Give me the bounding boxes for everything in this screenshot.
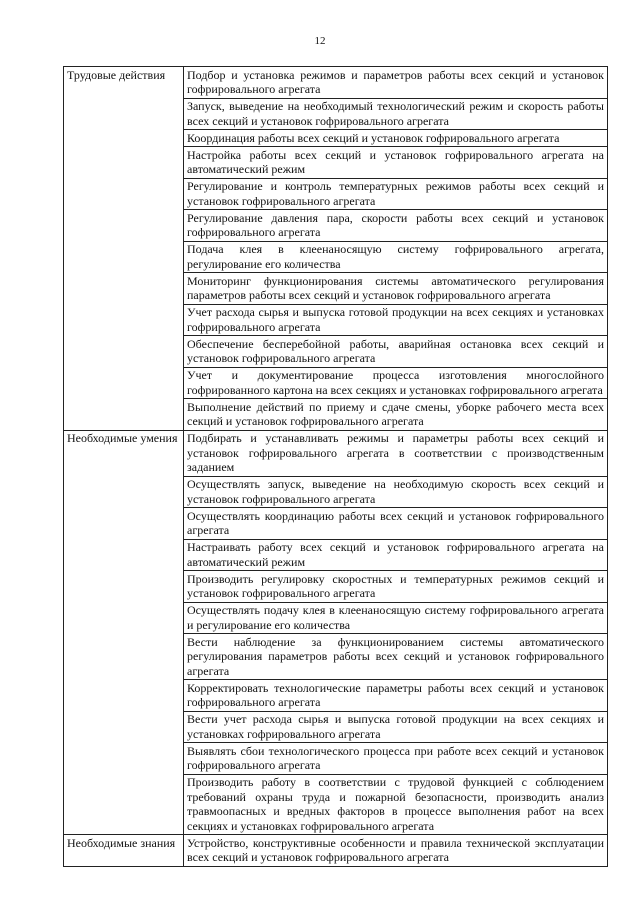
section-item: Устройство, конструктивные особенности и правила технической эксплуатации всех секций и установок гофрировального агрегата [184,835,608,867]
section-item: Запуск, выведение на необходимый технологический режим и скорость работы всех секций и установок гофрировального агрегата [184,98,608,130]
section-item: Производить работу в соответствии с трудовой функцией с соблюдением требований охраны труда и пожарной безопасности, производить анализ травмоопасных и вредных факторов в процессе выполнения работ на всех секциях и установках гофрировального агрегата [184,774,608,835]
section-item: Вести наблюдение за функционированием системы автоматического регулирования параметров работы всех секций и установок гофрировального агрегата [184,634,608,680]
section-item: Вести учет расхода сырья и выпуска готовой продукции на всех секциях и установках гофрировального агрегата [184,711,608,743]
section-item: Производить регулировку скоростных и температурных режимов секций и установок гофрировального агрегата [184,571,608,603]
section-item: Регулирование и контроль температурных режимов работы всех секций и установок гофрировального агрегата [184,178,608,210]
section-item: Учет расхода сырья и выпуска готовой продукции на всех секциях и установках гофрировального агрегата [184,304,608,336]
section-item: Обеспечение бесперебойной работы, аварийная остановка всех секций и установок гофрировального агрегата [184,336,608,368]
section-item: Регулирование давления пара, скорости работы всех секций и установок гофрировального агрегата [184,210,608,242]
table-row [64,67,608,99]
section-item: Корректировать технологические параметры работы всех секций и установок гофрировального агрегата [184,680,608,712]
labor-function-table-body [64,67,608,867]
section-title: Необходимые умения [64,430,184,835]
section-item: Координация работы всех секций и установок гофрировального агрегата [184,130,608,147]
section-title: Необходимые знания [64,835,184,867]
page-number: 12 [314,35,326,47]
table-row [64,835,608,867]
section-item: Осуществлять подачу клея в клеенаносящую систему гофрировального агрегата и регулирование его количества [184,602,608,634]
section-item: Осуществлять запуск, выведение на необходимую скорость всех секций и установок гофрировального агрегата [184,476,608,508]
section-item: Подбор и установка режимов и параметров работы всех секций и установок гофрировального агрегата [184,67,608,99]
section-title: Трудовые действия [64,67,184,431]
labor-function-table [63,66,608,867]
section-item: Осуществлять координацию работы всех секций и установок гофрировального агрегата [184,508,608,540]
table-row [64,430,608,476]
section-item: Настройка работы всех секций и установок гофрировального агрегата на автоматический режим [184,147,608,179]
section-item: Подбирать и устанавливать режимы и параметры работы всех секций и установок гофрировального агрегата в соответствии с производственным заданием [184,430,608,476]
section-item: Выполнение действий по приему и сдаче смены, уборке рабочего места всех секций и установок гофрировального агрегата [184,399,608,431]
section-item: Мониторинг функционирования системы автоматического регулирования параметров работы всех секций и установок гофрировального агрегата [184,273,608,305]
section-item: Настраивать работу всех секций и установок гофрировального агрегата на автоматический режим [184,539,608,571]
section-item: Выявлять сбои технологического процесса при работе всех секций и установок гофрировального агрегата [184,743,608,775]
section-item: Учет и документирование процесса изготовления многослойного гофрированного картона на всех секциях и установках гофрировального агрегата [184,367,608,399]
section-item: Подача клея в клеенаносящую систему гофрировального агрегата, регулирование его количества [184,241,608,273]
